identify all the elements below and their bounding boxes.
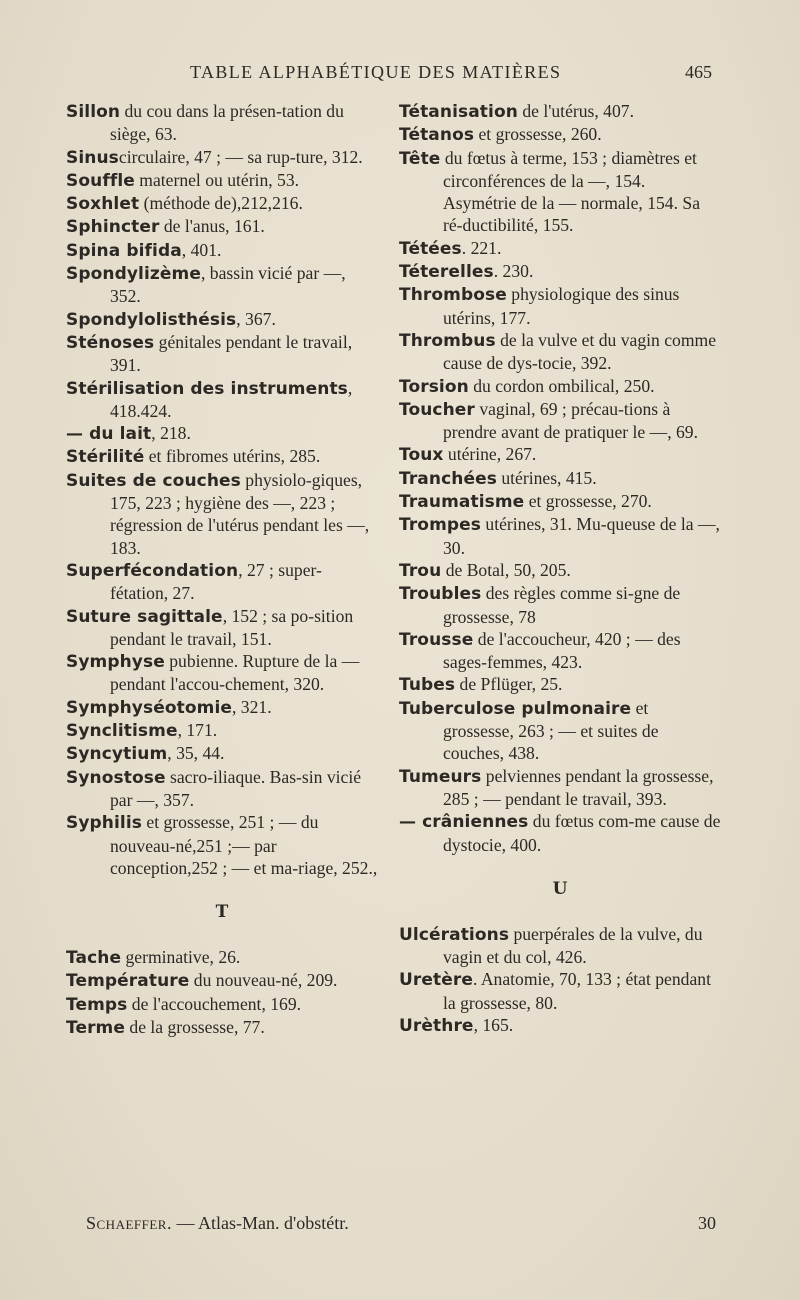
entry-term: Syphilis <box>66 813 142 834</box>
index-column-left <box>66 100 378 1039</box>
entry-text: . Anatomie, 70, 133 ; état pendant la grossesse, 80. <box>443 969 711 1013</box>
entry-term: Spondylizème <box>66 264 201 285</box>
index-entry <box>399 810 721 856</box>
entry-term: Synclitisme <box>66 721 178 742</box>
index-entry <box>66 969 378 992</box>
entry-text: circulaire, 47 ; — sa rup-ture, 312. <box>118 146 363 167</box>
entry-term: Syncytium <box>66 744 168 765</box>
index-entry <box>399 147 721 237</box>
index-entry <box>66 308 378 331</box>
entry-term: Tumeurs <box>399 766 482 787</box>
entry-term: Tête <box>399 148 441 169</box>
index-entry <box>66 650 378 696</box>
entry-term: Souffle <box>66 170 135 191</box>
index-entry <box>399 765 721 811</box>
entry-term: Téterelles <box>399 262 494 283</box>
index-entry <box>66 811 378 879</box>
index-entry <box>66 331 378 377</box>
entry-term: Tuberculose pulmonaire <box>399 698 632 719</box>
running-header <box>0 62 800 92</box>
entry-term: Terme <box>66 1017 125 1038</box>
entry-text: et fibromes utérins, 285. <box>144 446 321 467</box>
entry-text: de la grossesse, 77. <box>125 1016 265 1037</box>
entry-text: de l'accouchement, 169. <box>127 993 302 1014</box>
entry-term: — du lait <box>66 424 152 445</box>
entry-text: pubienne. Rupture de la — pendant l'accou-chement, 320. <box>110 651 360 695</box>
entry-text: des règles comme si-gne de grossesse, 78 <box>443 583 681 627</box>
entries-s <box>66 100 378 879</box>
entry-text: utérine, 267. <box>443 444 537 465</box>
index-entry <box>399 375 721 398</box>
entry-term: Suites de couches <box>66 470 241 491</box>
page-footer <box>86 1213 716 1237</box>
entry-text: , 367. <box>236 308 276 329</box>
entry-text: et grossesse, 270. <box>524 491 652 512</box>
entry-text: , 401. <box>181 239 222 260</box>
entry-term: Urèthre <box>399 1015 474 1036</box>
index-entry <box>399 329 721 375</box>
index-entry <box>399 923 721 969</box>
entry-text: vaginal, 69 ; précau-tions à prendre avant de pratiquer le —, 69. <box>443 398 699 443</box>
entry-text: , 171. <box>177 720 218 741</box>
entry-term: Ulcérations <box>399 924 510 945</box>
index-entry <box>66 993 378 1016</box>
index-entry <box>66 742 378 765</box>
entries-t <box>66 946 378 1039</box>
entry-term: Sillon <box>66 102 121 122</box>
index-entry <box>66 215 378 238</box>
entry-text: de Pflüger, 25. <box>455 674 563 695</box>
entry-term: Tétées <box>399 238 462 259</box>
header-title: TABLE ALPHABÉTIQUE DES MATIÈRES <box>190 62 562 82</box>
entry-text: de Botal, 50, 205. <box>441 559 571 580</box>
entry-term: Tétanisation <box>399 102 518 122</box>
entry-term: Troubles <box>399 584 482 605</box>
entry-term: Tétanos <box>399 125 475 146</box>
entry-term: Torsion <box>399 376 469 397</box>
entry-term: Température <box>66 971 190 992</box>
entry-text: de l'anus, 161. <box>159 216 265 237</box>
entry-text: physiolo-giques, 175, 223 ; hygiène des —, 223 ; régression de l'utérus pendant les —, 183. <box>110 469 370 558</box>
index-entry <box>66 100 378 146</box>
index-entry <box>399 673 721 696</box>
index-entry <box>66 559 378 605</box>
index-entry <box>66 262 378 308</box>
entry-text: physiologique des sinus utérins, 177. <box>443 284 680 328</box>
entry-term: Trousse <box>399 629 474 650</box>
index-entry <box>399 697 721 765</box>
entry-text: , 218. <box>151 423 191 444</box>
index-entry <box>399 628 721 674</box>
index-entry <box>399 443 721 466</box>
entry-term: Spina bifida <box>66 240 182 261</box>
entry-text: et grossesse, 263 ; — et suites de couches, 438. <box>443 697 659 764</box>
section-letter-u: U <box>552 879 568 900</box>
entry-term: — crâniennes <box>399 812 529 833</box>
index-entry <box>66 719 378 742</box>
index-entry <box>66 422 378 445</box>
entry-term: Sténoses <box>66 332 155 353</box>
entry-text: utérines, 415. <box>496 467 597 488</box>
index-entry <box>66 605 378 651</box>
entry-text: génitales pendant le travail, 391. <box>110 331 353 376</box>
index-entry <box>66 766 378 812</box>
entry-text: (méthode de),212,216. <box>139 193 303 214</box>
entry-text: . 230. <box>493 261 534 282</box>
index-entry <box>66 445 378 468</box>
spacer <box>66 924 378 946</box>
index-entry <box>66 239 378 262</box>
entry-text: maternel ou utérin, 53. <box>134 169 300 190</box>
index-entry <box>399 100 721 123</box>
index-entry <box>66 1016 378 1039</box>
entry-term: Stérilisation des instruments <box>66 378 348 399</box>
index-entry <box>66 192 378 215</box>
section-letter-t: T <box>215 902 229 923</box>
entry-term: Soxhlet <box>66 194 140 215</box>
entry-term: Trou <box>399 560 442 581</box>
entry-text: de l'accoucheur, 420 ; — des sages-femmes, 423. <box>443 628 681 673</box>
index-entry <box>399 513 721 559</box>
spacer <box>399 856 721 878</box>
entry-term: Spondylolisthésis <box>66 309 237 330</box>
entry-term: Stérilité <box>66 447 145 468</box>
index-entry <box>399 467 721 490</box>
entry-text: , 165. <box>473 1014 514 1035</box>
entry-text: du cordon ombilical, 250. <box>468 375 655 396</box>
entries-t-continued <box>399 100 721 856</box>
entry-text: et grossesse, 260. <box>474 124 602 145</box>
entry-text: pelviennes pendant la grossesse, 285 ; — pendant le travail, 393. <box>443 765 714 809</box>
entry-text: , 321. <box>232 696 272 717</box>
index-entry <box>399 398 721 444</box>
entry-term: Symphyse <box>66 652 165 673</box>
spacer <box>399 900 721 922</box>
entry-term: Sphincter <box>66 217 160 238</box>
signature-mark: 30 <box>698 1213 716 1233</box>
entry-text: sacro-iliaque. Bas-sin vicié par —, 357. <box>110 766 362 810</box>
index-column-right <box>399 100 721 1037</box>
index-entry <box>399 123 721 146</box>
entry-text: , 35, 44. <box>167 743 225 764</box>
entry-text: et grossesse, 251 ; — du nouveau-né,251 ;— par conception,252 ; — et ma-riage, 252., <box>110 812 378 878</box>
entry-text: du fœtus à terme, 153 ; diamètres et circonférences de la —, 154. Asymétrie de la — normale, 154. Sa ré-ductibilité, 155. <box>440 147 700 236</box>
entry-text: , bassin vicié par —, 352. <box>110 263 346 307</box>
entry-term: Traumatisme <box>399 492 525 513</box>
entry-term: Superfécondation <box>66 560 239 581</box>
entry-term: Temps <box>66 994 128 1015</box>
entry-text: de l'utérus, 407. <box>517 101 634 121</box>
entry-text: de la vulve et du vagin comme cause de dys-tocie, 392. <box>443 329 717 374</box>
entry-text: , 152 ; sa po-sition pendant le travail, 151. <box>110 605 354 649</box>
index-entry <box>399 490 721 513</box>
index-entry <box>399 283 721 329</box>
index-entry <box>66 696 378 719</box>
entry-text: germinative, 26. <box>121 946 241 967</box>
entry-text: du nouveau-né, 209. <box>189 970 338 991</box>
entry-text: du cou dans la présen-tation du siège, 63. <box>110 101 344 145</box>
index-entry <box>399 559 721 582</box>
entries-u <box>399 923 721 1037</box>
entry-text: puerpérales de la vulve, du vagin et du col, 426. <box>443 923 703 967</box>
spacer <box>66 879 378 901</box>
entry-text: , 418.424. <box>110 377 353 421</box>
index-entry <box>66 469 378 559</box>
entry-term: Synostose <box>66 767 166 788</box>
entry-term: Trompes <box>399 515 482 536</box>
entry-term: Thrombose <box>399 285 507 306</box>
entry-term: Toucher <box>399 399 475 420</box>
index-entry <box>399 582 721 628</box>
page-number: 465 <box>685 62 712 82</box>
index-entry <box>399 1014 721 1037</box>
entry-text: . 221. <box>461 237 502 258</box>
index-entry <box>399 260 721 283</box>
entry-term: Tranchées <box>399 468 497 489</box>
index-entry <box>399 237 721 260</box>
footer-title: — Atlas-Man. d'obstétr. <box>171 1213 349 1233</box>
footer-author: Schaeffer. <box>86 1213 172 1233</box>
entry-text: , 27 ; super-fétation, 27. <box>110 559 322 604</box>
index-entry <box>66 169 378 192</box>
index-entry <box>66 146 378 169</box>
entry-term: Thrombus <box>399 330 496 351</box>
index-entry <box>66 377 378 423</box>
entry-text: utérines, 31. Mu-queuse de la —, 30. <box>443 514 720 558</box>
entry-text: du fœtus com-me cause de dystocie, 400. <box>443 811 721 855</box>
index-entry <box>66 946 378 969</box>
entry-term: Symphyséotomie <box>66 697 232 718</box>
entry-term: Tache <box>66 947 122 968</box>
entry-term: Uretère <box>399 970 473 991</box>
index-entry <box>399 968 721 1014</box>
entry-term: Suture sagittale <box>66 606 223 627</box>
entry-term: Sinus <box>66 147 119 168</box>
entry-term: Toux <box>399 445 444 466</box>
entry-term: Tubes <box>399 675 456 696</box>
